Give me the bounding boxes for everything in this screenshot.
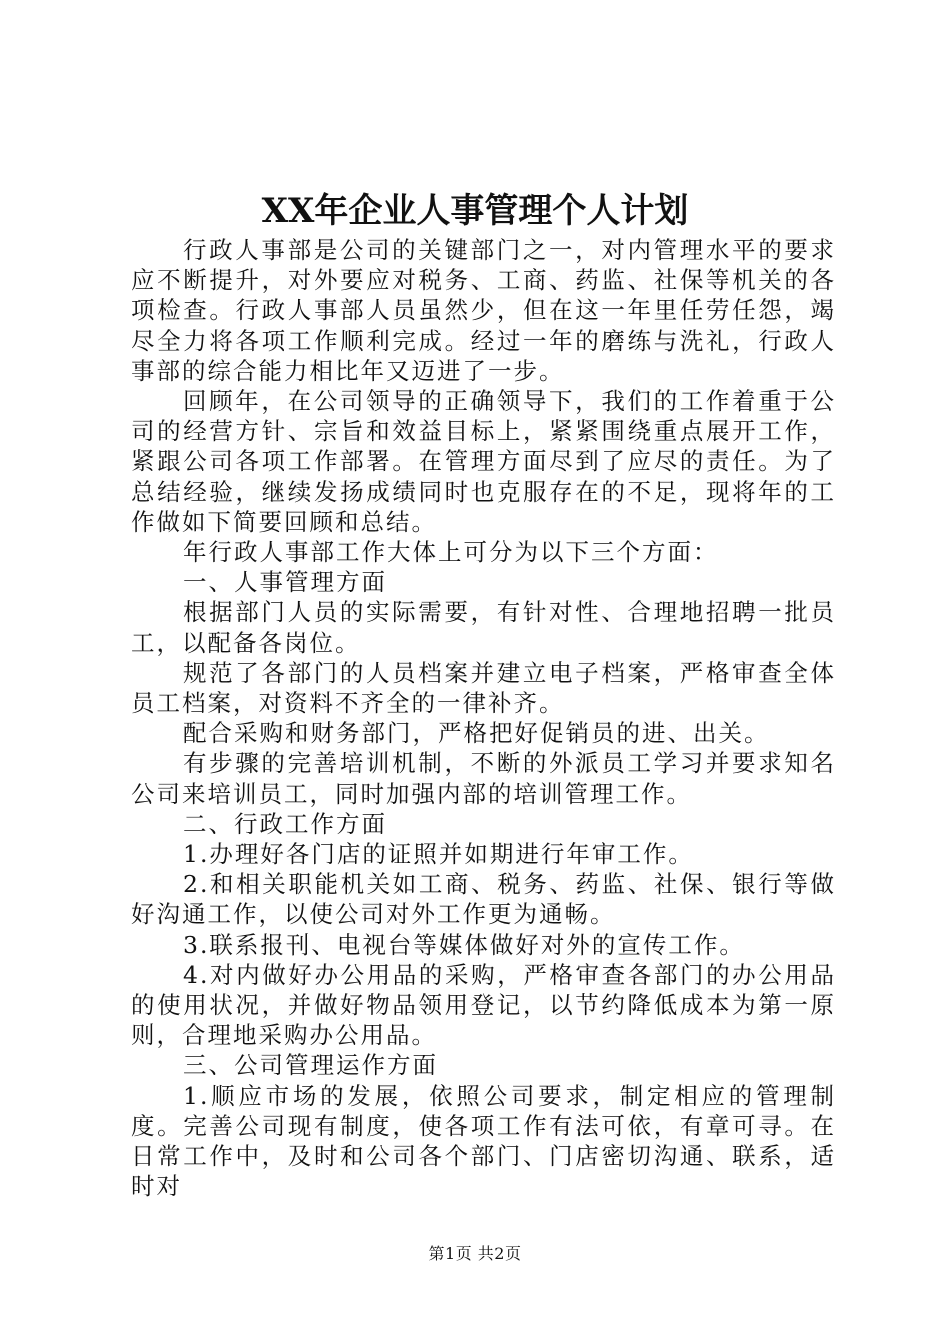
paragraph: 行政人事部是公司的关键部门之一，对内管理水平的要求应不断提升，对外要应对税务、工商、药监、社保等机关的各项检查。行政人事部人员虽然少，但在这一年里任劳任怨，竭尽全力将各项工作顺利完成。经过一年的磨练与洗礼，行政人事部的综合能力相比年又迈进了一步。	[131, 236, 836, 385]
paragraph: 规范了各部门的人员档案并建立电子档案，严格审查全体员工档案，对资料不齐全的一律补齐。	[131, 658, 836, 718]
paragraph: 回顾年，在公司领导的正确领导下，我们的工作着重于公司的经营方针、宗旨和效益目标上，紧紧围绕重点展开工作，紧跟公司各项工作部署。在管理方面尽到了应尽的责任。为了总结经验，继续发扬成绩同时也克服存在的不足，现将年的工作做如下简要回顾和总结。	[131, 387, 836, 536]
list-item: 4.对内做好办公用品的采购，严格审查各部门的办公用品的使用状况，并做好物品领用登记，以节约降低成本为第一原则，合理地采购办公用品。	[131, 960, 836, 1050]
paragraph: 有步骤的完善培训机制，不断的外派员工学习并要求知名公司来培训员工，同时加强内部的培训管理工作。	[131, 749, 836, 808]
paragraph: 年行政人事部工作大体上可分为以下三个方面：	[183, 538, 719, 567]
list-item: 2.和相关职能机关如工商、税务、药监、社保、银行等做好沟通工作，以使公司对外工作更为通畅。	[131, 870, 836, 929]
section-heading: 三、公司管理运作方面	[183, 1051, 438, 1080]
paragraph: 根据部门人员的实际需要，有针对性、合理地招聘一批员工，以配备各岗位。	[131, 598, 836, 657]
list-item: 3.联系报刊、电视台等媒体做好对外的宣传工作。	[183, 930, 745, 959]
document-body	[131, 235, 836, 1202]
section-heading: 二、行政工作方面	[183, 809, 387, 838]
section-heading: 一、人事管理方面	[183, 568, 387, 597]
document-title: XX年企业人事管理个人计划	[261, 191, 689, 231]
list-item: 1.顺应市场的发展，依照公司要求，制定相应的管理制度。完善公司现有制度，使各项工作有法可依，有章可寻。在日常工作中，及时和公司各个部门、门店密切沟通、联系，适时对	[131, 1081, 836, 1201]
page-footer: 第1页 共2页	[428, 1244, 522, 1263]
paragraph: 配合采购和财务部门，严格把好促销员的进、出关。	[183, 719, 770, 748]
list-item: 1.办理好各门店的证照并如期进行年审工作。	[183, 840, 694, 869]
